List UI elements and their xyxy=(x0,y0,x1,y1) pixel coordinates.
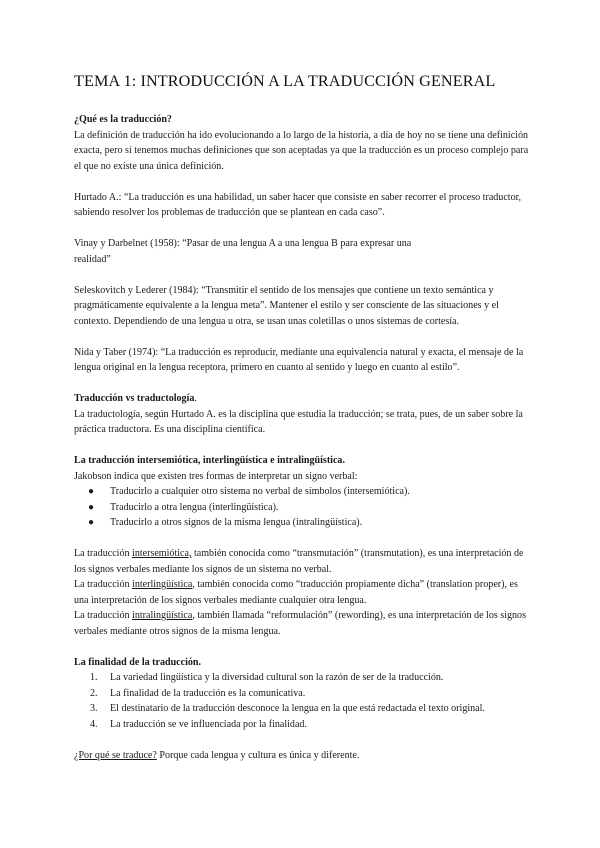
paragraph-traductologia: La traductología, según Hurtado A. es la disciplina que estudia la traducción; se trata, pues, de un saber sobre la práctica traductora. Es una disciplina científica. xyxy=(74,408,523,435)
list-item xyxy=(74,686,530,702)
paragraph-nida: Nida y Taber (1974): “La traducción es reproducir, mediante una equivalencia natural y exacta, el mensaje de la lengua original en la lengua receptora, primero en cuanto al sentido y luego en cuanto al estilo”. xyxy=(74,346,524,373)
list-number: 4. xyxy=(90,718,98,730)
bullet-list xyxy=(74,484,530,531)
paragraph-vinay-line2: realidad” xyxy=(74,253,111,265)
list-item-text: La finalidad de la traducción es la comunicativa. xyxy=(110,687,306,699)
list-item-text: Traducirlo a otros signos de la misma lengua (intralingüística). xyxy=(110,517,363,528)
paragraph-jakobson: Jakobson indica que existen tres formas de interpretar un signo verbal: xyxy=(74,470,358,482)
list-item xyxy=(74,701,530,717)
term-interlinguistica: interlingüística xyxy=(132,579,193,590)
list-item-text: Traducirlo a otra lengua (interlingüística). xyxy=(110,501,279,513)
paragraph-vinay-line1: Vinay y Darbelnet (1958): “Pasar de una lengua A a una lengua B para expresar una xyxy=(74,238,412,249)
list-item xyxy=(74,515,530,531)
list-number: 2. xyxy=(90,687,98,699)
heading-period: . xyxy=(194,393,197,404)
list-item xyxy=(74,717,530,733)
section-heading-tipos: La traducción intersemiótica, interlingüística e intralingüística. xyxy=(74,455,345,466)
paragraph-intralinguistica xyxy=(74,608,530,639)
list-item xyxy=(74,500,530,516)
text-span: La traducción xyxy=(74,610,133,621)
paragraph-interlinguistica xyxy=(74,577,530,608)
list-number: 1. xyxy=(90,672,98,683)
term-intralinguistica: intralingüística xyxy=(132,610,193,621)
bullet-icon: ● xyxy=(88,517,95,528)
text-span: La traducción xyxy=(74,579,133,590)
text-span: , también conocida como “traducción propiamente dicha” (translation proper), es una interpretación de los signos verbales mediante cualquier otra lengua. xyxy=(74,579,518,606)
list-item-text: La traducción se ve influenciada por la finalidad. xyxy=(110,718,307,730)
list-item xyxy=(74,484,530,500)
list-item-text: Traducirlo a cualquier otro sistema no verbal de símbolos (intersemiótica). xyxy=(110,486,410,497)
document-title: TEMA 1: INTRODUCCIÓN A LA TRADUCCIÓN GENERAL xyxy=(74,72,496,90)
question-por-que: ¿Por qué se traduce? xyxy=(74,749,157,761)
bullet-icon: ● xyxy=(88,501,95,513)
section-heading-traductologia: Traducción vs traductología xyxy=(74,393,195,404)
paragraph-seleskovitch: Seleskovitch y Lederer (1984): “Transmitir el sentido de los mensajes que contiene un texto semántica y pragmáticamente equivalente a la lengua meta”. Mantener el estilo y ser consciente de las situaciones y el contexto. Dependiendo de una lengua u otra, se usan unas coletillas o unos sistemas de cortesía. xyxy=(74,284,499,327)
list-number: 3. xyxy=(90,703,98,714)
list-item-text: La variedad lingüística y la diversidad cultural son la razón de ser de la traducción. xyxy=(110,672,444,683)
text-span: , también llamada “reformulación” (rewording), es una interpretación de los signos verbales mediante otros signos de la misma lengua. xyxy=(74,610,526,637)
list-item xyxy=(74,670,530,686)
paragraph-definition: La definición de traducción ha ido evolucionando a lo largo de la historia, a día de hoy no se tiene una definición exacta, pero sí tenemos muchas definiciones que son aceptadas ya que la traducción es un proceso complejo para el que no existe una única definición. xyxy=(74,129,529,172)
paragraph-intersemiotica xyxy=(74,546,530,577)
numbered-list xyxy=(74,670,530,732)
bullet-icon: ● xyxy=(88,486,95,497)
section-heading-finalidad: La finalidad de la traducción. xyxy=(74,656,201,668)
text-span: también conocida como “transmutación” (transmutation), es una interpretación de los signos verbales mediante los signos de un sistema no verbal. xyxy=(74,548,524,575)
paragraph-hurtado: Hurtado A.: “La traducción es una habilidad, un saber hacer que consiste en saber recorrer el proceso traductor, sabiendo resolver los problemas de traducción que se plantean en cada caso”. xyxy=(74,191,522,218)
paragraph-por-que xyxy=(74,748,530,764)
section-heading-traductologia-line xyxy=(74,391,530,407)
document-body xyxy=(74,112,530,763)
term-intersemiotica: intersemiótica, xyxy=(132,548,192,559)
text-span: La traducción xyxy=(74,548,133,559)
section-heading-que-es: ¿Qué es la traducción? xyxy=(74,114,172,125)
answer-por-que: Porque cada lengua y cultura es única y diferente. xyxy=(156,749,360,761)
list-item-text: El destinatario de la traducción desconoce la lengua en la que está redactada el texto original. xyxy=(110,703,485,714)
